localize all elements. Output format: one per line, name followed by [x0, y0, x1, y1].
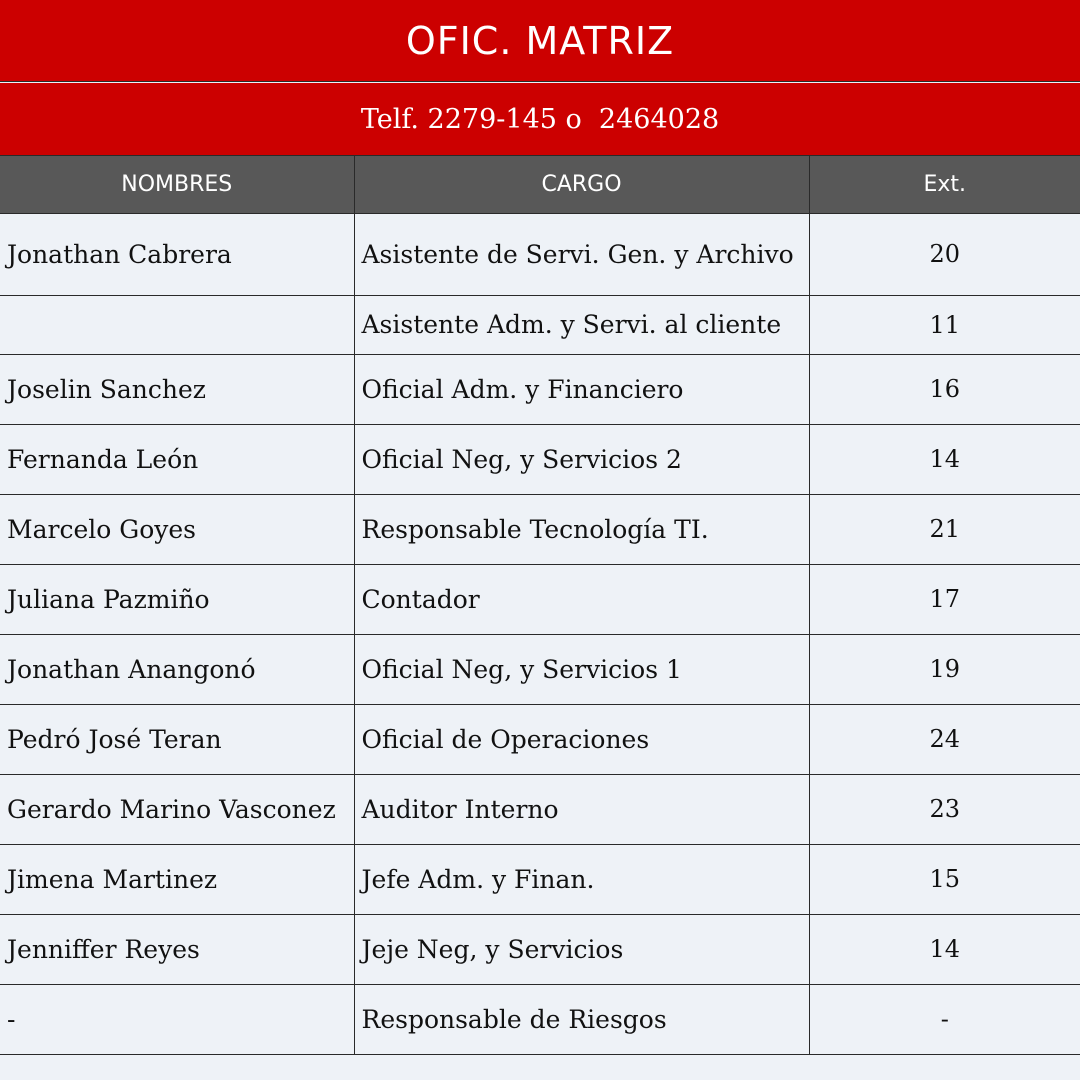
cell-ext: 15	[809, 844, 1080, 914]
cell-role: Jefe Adm. y Finan.	[354, 844, 809, 914]
cell-role: Jeje Neg, y Servicios	[354, 914, 809, 984]
cell-name: Pedró José Teran	[0, 704, 354, 774]
cell-ext: 24	[809, 704, 1080, 774]
cell-name: Marcelo Goyes	[0, 494, 354, 564]
cell-ext: -	[809, 984, 1080, 1054]
office-title: OFIC. MATRIZ	[0, 0, 1080, 82]
cell-name: Jimena Martinez	[0, 844, 354, 914]
table-row	[0, 774, 1080, 844]
cell-ext: 20	[809, 213, 1080, 295]
cell-role: Auditor Interno	[354, 774, 809, 844]
column-header-role: CARGO	[354, 156, 809, 213]
cell-role: Oficial Adm. y Financiero	[354, 354, 809, 424]
table-row	[0, 914, 1080, 984]
cell-name: Joselin Sanchez	[0, 354, 354, 424]
cell-ext: 19	[809, 634, 1080, 704]
cell-role: Oficial Neg, y Servicios 2	[354, 424, 809, 494]
cell-name: Jonathan Anangonó	[0, 634, 354, 704]
cell-role: Oficial Neg, y Servicios 1	[354, 634, 809, 704]
cell-role: Contador	[354, 564, 809, 634]
table-row	[0, 213, 1080, 295]
cell-ext: 23	[809, 774, 1080, 844]
column-header-ext: Ext.	[809, 156, 1080, 213]
table-row	[0, 295, 1080, 354]
cell-name: Gerardo Marino Vasconez	[0, 774, 354, 844]
cell-name	[0, 295, 354, 354]
cell-name: -	[0, 984, 354, 1054]
cell-role: Responsable Tecnología TI.	[354, 494, 809, 564]
cell-role: Responsable de Riesgos	[354, 984, 809, 1054]
cell-ext: 14	[809, 424, 1080, 494]
table-row	[0, 564, 1080, 634]
table-row	[0, 704, 1080, 774]
cell-name: Juliana Pazmiño	[0, 564, 354, 634]
cell-ext: 14	[809, 914, 1080, 984]
table-row	[0, 494, 1080, 564]
cell-role: Oficial de Operaciones	[354, 704, 809, 774]
cell-name: Fernanda León	[0, 424, 354, 494]
cell-role: Asistente de Servi. Gen. y Archivo	[354, 213, 809, 295]
cell-ext: 16	[809, 354, 1080, 424]
table-row	[0, 984, 1080, 1054]
office-phone: Telf. 2279-145 o 2464028	[0, 83, 1080, 156]
column-header-names: NOMBRES	[0, 156, 354, 213]
table-header-row	[0, 156, 1080, 213]
cell-name: Jonathan Cabrera	[0, 213, 354, 295]
cell-ext: 21	[809, 494, 1080, 564]
table-row	[0, 844, 1080, 914]
cell-role: Asistente Adm. y Servi. al cliente	[354, 295, 809, 354]
table-row	[0, 634, 1080, 704]
table-row	[0, 424, 1080, 494]
cell-name: Jenniffer Reyes	[0, 914, 354, 984]
cell-ext: 17	[809, 564, 1080, 634]
cell-ext: 11	[809, 295, 1080, 354]
staff-directory-table	[0, 156, 1080, 1055]
table-row	[0, 354, 1080, 424]
